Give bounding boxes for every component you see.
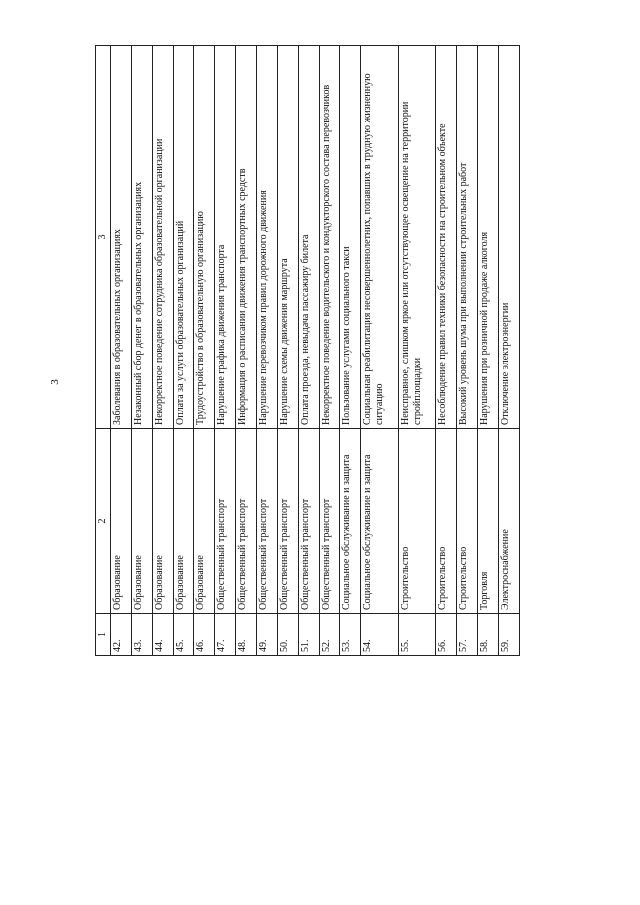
table-row	[152, 46, 173, 656]
problem-cell: Несоблюдение правил техники безопасности на строительном объекте	[436, 46, 457, 429]
table-row	[498, 46, 519, 656]
row-number-cell: 46.	[194, 614, 215, 656]
problem-cell: Нарушение графика движения транспорта	[215, 46, 236, 429]
row-number-cell: 59.	[498, 614, 519, 656]
problem-cell: Некорректное поведение сотрудника образовательной организации	[152, 46, 173, 429]
problem-cell: Пользование услугами социального такси	[340, 46, 361, 429]
table-row	[298, 46, 319, 656]
sphere-cell: Образование	[152, 429, 173, 614]
table-row	[257, 46, 278, 656]
sphere-cell: Образование	[111, 429, 132, 614]
row-number-cell: 55.	[398, 614, 436, 656]
sphere-cell: Строительство	[398, 429, 436, 614]
sphere-cell: Социальное обслуживание и защита	[361, 429, 399, 614]
problem-cell: Нарушения при розничной продаже алкоголя	[478, 46, 499, 429]
appeals-table	[95, 45, 520, 656]
table-row	[277, 46, 298, 656]
table-row	[319, 46, 340, 656]
table-row	[215, 46, 236, 656]
problem-cell: Трудоустройство в образовательную организацию	[194, 46, 215, 429]
table-row	[111, 46, 132, 656]
problem-cell: Неисправное, слишком яркое или отсутствующее освещение на территории стройплощадки	[398, 46, 436, 429]
problem-cell: Социальная реабилитация несовершеннолетних, попавших в трудную жизненную ситуацию	[361, 46, 399, 429]
problem-cell: Нарушение перевозчиком правил дорожного движения	[257, 46, 278, 429]
sphere-cell: Общественный транспорт	[236, 429, 257, 614]
sphere-cell: Общественный транспорт	[319, 429, 340, 614]
sphere-cell: Образование	[194, 429, 215, 614]
row-number-cell: 52.	[319, 614, 340, 656]
table-row	[361, 46, 399, 656]
row-number-cell: 54.	[361, 614, 399, 656]
column-header: 3	[96, 46, 111, 429]
table-row	[457, 46, 478, 656]
table-row	[340, 46, 361, 656]
problem-cell: Оплата проезда, невыдача пассажиру билета	[298, 46, 319, 429]
problem-cell: Заболевания в образовательных организациях	[111, 46, 132, 429]
header-row	[96, 46, 111, 656]
table-row	[478, 46, 499, 656]
sphere-cell: Общественный транспорт	[215, 429, 236, 614]
problem-cell: Некорректное поведение водительского и кондукторского состава перевозчиков	[319, 46, 340, 429]
page-number: 3	[48, 379, 61, 385]
table-body	[111, 46, 520, 656]
sphere-cell: Строительство	[457, 429, 478, 614]
row-number-cell: 48.	[236, 614, 257, 656]
table-row	[236, 46, 257, 656]
sphere-cell: Социальное обслуживание и защита	[340, 429, 361, 614]
sphere-cell: Общественный транспорт	[277, 429, 298, 614]
column-header: 2	[96, 429, 111, 614]
row-number-cell: 43.	[131, 614, 152, 656]
table-row	[131, 46, 152, 656]
row-number-cell: 42.	[111, 614, 132, 656]
row-number-cell: 47.	[215, 614, 236, 656]
row-number-cell: 53.	[340, 614, 361, 656]
rotated-table-wrapper	[95, 46, 520, 656]
sphere-cell: Строительство	[436, 429, 457, 614]
row-number-cell: 56.	[436, 614, 457, 656]
sphere-cell: Общественный транспорт	[257, 429, 278, 614]
table-row	[436, 46, 457, 656]
sphere-cell: Образование	[173, 429, 194, 614]
problem-cell: Нарушение схемы движения маршрута	[277, 46, 298, 429]
column-header: 1	[96, 614, 111, 656]
row-number-cell: 51.	[298, 614, 319, 656]
table-row	[398, 46, 436, 656]
row-number-cell: 57.	[457, 614, 478, 656]
sphere-cell: Образование	[131, 429, 152, 614]
row-number-cell: 45.	[173, 614, 194, 656]
problem-cell: Высокий уровень шума при выполнении строительных работ	[457, 46, 478, 429]
table-row	[173, 46, 194, 656]
problem-cell: Отключение электроэнергии	[498, 46, 519, 429]
problem-cell: Незаконный сбор денег в образовательных организациях	[131, 46, 152, 429]
problem-cell: Оплата за услуги образовательных организаций	[173, 46, 194, 429]
row-number-cell: 58.	[478, 614, 499, 656]
problem-cell: Информация о расписании движения транспортных средств	[236, 46, 257, 429]
sphere-cell: Общественный транспорт	[298, 429, 319, 614]
row-number-cell: 50.	[277, 614, 298, 656]
sphere-cell: Электроснабжение	[498, 429, 519, 614]
row-number-cell: 44.	[152, 614, 173, 656]
row-number-cell: 49.	[257, 614, 278, 656]
table-row	[194, 46, 215, 656]
sphere-cell: Торговля	[478, 429, 499, 614]
